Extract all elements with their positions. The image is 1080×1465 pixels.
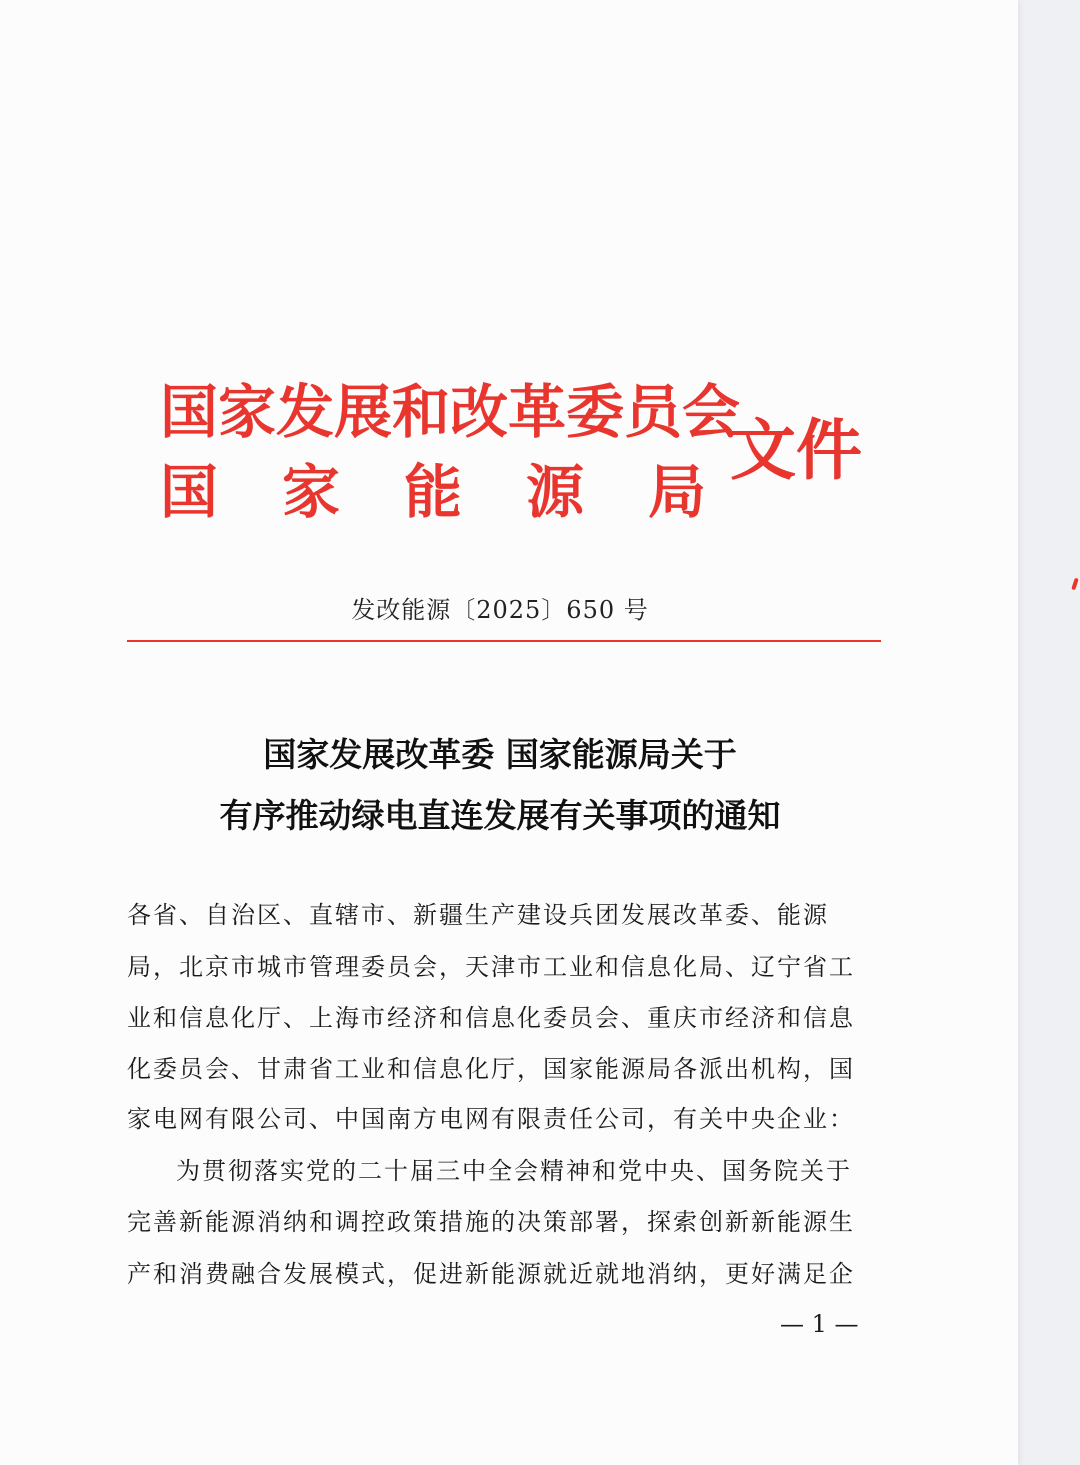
body-line-5: 家电网有限公司、中国南方电网有限责任公司，有关中央企业：: [127, 1105, 855, 1133]
red-separator-line: [127, 640, 881, 642]
page-number: — 1 —: [780, 1310, 859, 1338]
document-label: 文件: [730, 411, 862, 489]
red-margin-mark: [1071, 578, 1079, 591]
body-line-7: 完善新能源消纳和调控政策措施的决策部署，探索创新新能源生: [127, 1208, 855, 1236]
body-line-4: 化委员会、甘肃省工业和信息化厅，国家能源局各派出机构，国: [127, 1055, 855, 1083]
issuing-agency-header: [160, 378, 880, 533]
notice-title-line-1: 国家发展改革委 国家能源局关于: [263, 735, 737, 774]
body-line-8: 产和消费融合发展模式，促进新能源就近就地消纳，更好满足企: [127, 1260, 855, 1288]
document-number: 发改能源〔2025〕650 号: [351, 596, 649, 624]
body-line-1: 各省、自治区、直辖市、新疆生产建设兵团发展改革委、能源: [127, 901, 829, 929]
agency-name-ndrc: 国家发展和改革委员会: [160, 378, 741, 446]
body-line-2: 局，北京市城市管理委员会，天津市工业和信息化局、辽宁省工: [127, 953, 855, 981]
body-line-3: 业和信息化厅、上海市经济和信息化委员会、重庆市经济和信息: [127, 1004, 855, 1032]
body-line-6: 为贯彻落实党的二十届三中全会精神和党中央、国务院关于: [176, 1157, 852, 1185]
notice-title-line-2: 有序推动绿电直连发展有关事项的通知: [219, 796, 781, 835]
agency-name-nea: 国家能源局: [160, 458, 771, 526]
